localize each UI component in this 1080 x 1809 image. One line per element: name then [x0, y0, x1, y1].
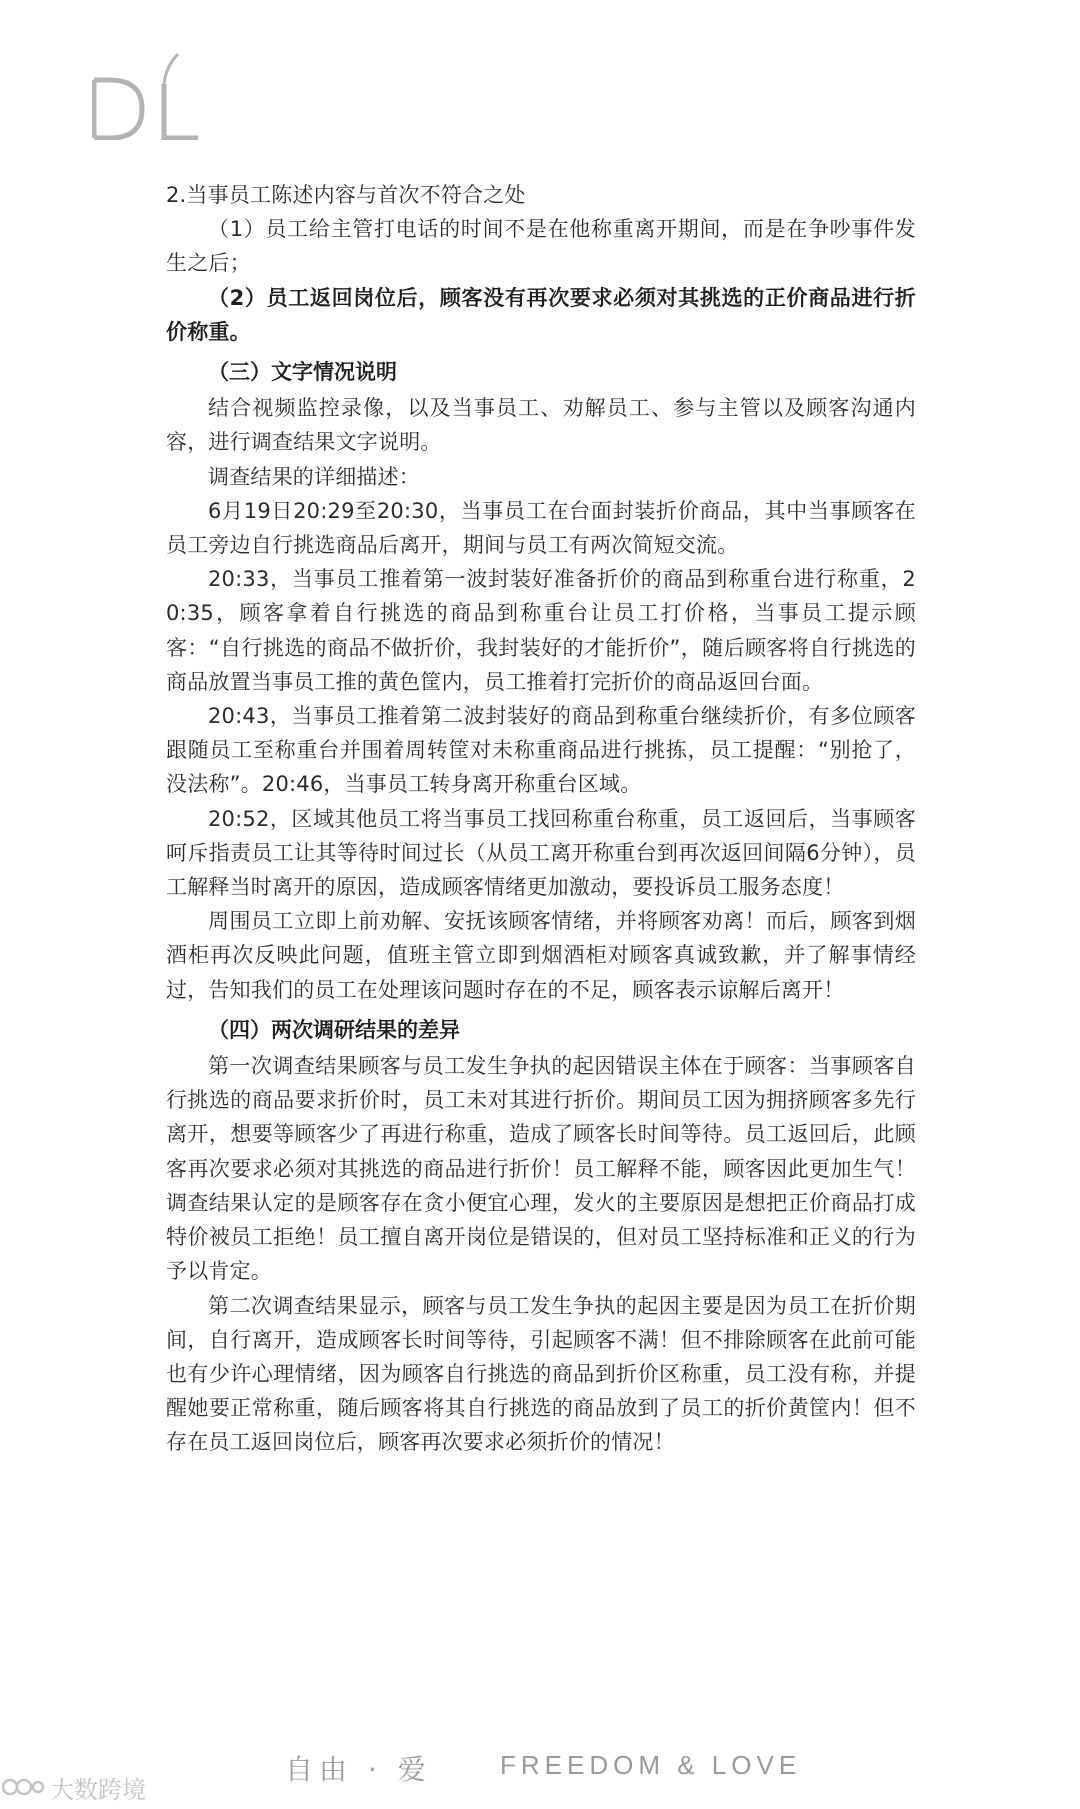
paragraph-timeline-2: 20:33，当事员工推着第一波封装好准备折价的商品到称重台进行称重，20:35，顾客拿着自行挑选的商品到称重台让员工打价格，当事员工提示顾客：“自行挑选的商品不做折价，我封装好的才能折价”，随后顾客将自行挑选的商品放置当事员工推的黄色筐内，员工推着打完折价的商品返回台面。	[166, 567, 916, 694]
paragraph-item-1: （1）员工给主管打电话的时间不是在他称重离开期间，而是在争吵事件发生之后；	[166, 217, 916, 276]
dl-logo-icon	[92, 48, 222, 140]
section-heading-3: （三）文字情况说明	[208, 360, 397, 385]
watermark	[0, 1770, 146, 1804]
footer-slogan-cn: 自由 · 爱	[285, 1753, 432, 1786]
watermark-logo-icon	[0, 1772, 46, 1802]
paragraph-timeline-5: 周围员工立即上前劝解、安抚该顾客情绪，并将顾客劝离！而后，顾客到烟酒柜再次反映此问题，值班主管立即到烟酒柜对顾客真诚致歉，并了解事情经过，告知我们的员工在处理该问题时存在的不足，顾客表示谅解后离开！	[166, 909, 916, 1002]
paragraph-label: 调查结果的详细描述：	[208, 464, 420, 489]
paragraph-intro: 结合视频监控录像，以及当事员工、劝解员工、参与主管以及顾客沟通内容，进行调查结果文字说明。	[166, 396, 916, 455]
paragraph-subheading: 2.当事员工陈述内容与首次不符合之处	[166, 183, 526, 207]
section-heading-4: （四）两次调研结果的差异	[208, 1017, 460, 1042]
watermark-text: 大数跨境	[50, 1775, 146, 1804]
paragraph-timeline-4: 20:52，区域其他员工将当事员工找回称重台称重，员工返回后，当事顾客呵斥指责员工让其等待时间过长（从员工离开称重台到再次返回间隔6分钟），员工解释当时离开的原因，造成顾客情绪更加激动，要投诉员工服务态度！	[166, 806, 916, 900]
paragraph-item-2: （2）员工返回岗位后，顾客没有再次要求必须对其挑选的正价商品进行折价称重。	[166, 285, 916, 344]
brand-logo	[92, 48, 222, 140]
paragraph-result-2: 第二次调查结果显示，顾客与员工发生争执的起因主要是因为员工在折价期间，自行离开，造成顾客长时间等待，引起顾客不满！但不排除顾客在此前可能也有少许心理情绪，因为顾客自行挑选的商品到折价区称重，员工没有称，并提醒她要正常称重，随后顾客将其自行挑选的商品放到了员工的折价黄筐内！但不存在员工返回岗位后，顾客再次要求必须折价的情况！	[166, 1293, 916, 1455]
paragraph-timeline-1: 6月19日20:29至20:30，当事员工在台面封装折价商品，其中当事顾客在员工旁边自行挑选商品后离开，期间与员工有两次简短交流。	[166, 498, 916, 558]
paragraph-result-1: 第一次调查结果顾客与员工发生争执的起因错误主体在于顾客：当事顾客自行挑选的商品要求折价时，员工未对其进行折价。期间员工因为拥挤顾客多先行离开，想要等顾客少了再进行称重，造成了顾客长时间等待。员工返回后，此顾客再次要求必须对其挑选的商品进行折价！员工解释不能，顾客因此更加生气！调查结果认定的是顾客存在贪小便宜心理，发火的主要原因是想把正价商品打成特价被员工拒绝！员工擅自离开岗位是错误的，但对员工坚持标准和正义的行为予以肯定。	[166, 1054, 916, 1284]
paragraph-timeline-3: 20:43，当事员工推着第二波封装好的商品到称重台继续折价，有多位顾客跟随员工至称重台并围着周转筐对未称重商品进行挑拣，员工提醒：“别抢了，没法称”。20:46，当事员工转身离开称重台区域。	[166, 704, 916, 797]
document-body	[166, 178, 916, 1460]
footer	[0, 1748, 1080, 1792]
footer-slogan-en: FREEDOM & LOVE	[500, 1750, 802, 1780]
